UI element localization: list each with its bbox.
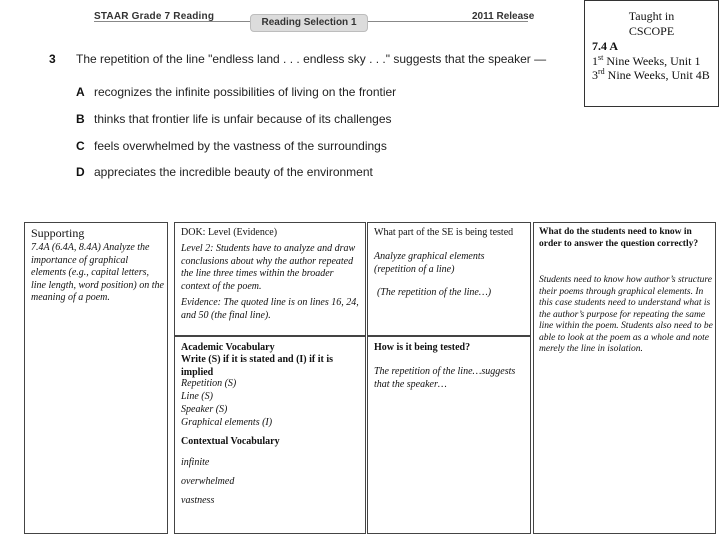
contextual-vocab-item: vastness (181, 495, 215, 506)
dok-level: Level 2: Students have to analyze and draw conclusions about why the author repeated the line three times within the broader context of the poem. (181, 243, 356, 292)
option-b-text: thinks that frontier life is unfair because of its challenges (94, 112, 392, 126)
contextual-vocab-item: overwhelmed (181, 476, 235, 487)
how-tested-title: How is it being tested? (374, 342, 471, 353)
dok-box (174, 222, 366, 336)
vocabulary-box (174, 336, 366, 534)
taught-line1: Taught in (628, 9, 675, 23)
vocab-item: Repetition (S) (181, 378, 237, 389)
need-to-know-title: What do the students need to know in order to answer the question correctly? (539, 227, 699, 249)
option-c-letter: C (76, 139, 85, 153)
se-part-answer: Analyze graphical elements (repetition of a line) (374, 251, 485, 275)
taught-code: 7.4 A (592, 39, 619, 53)
vocab-item: Line (S) (181, 391, 213, 402)
option-d-text: appreciates the incredible beauty of the environment (94, 165, 373, 179)
option-c-text: feels overwhelmed by the vastness of the surroundings (94, 139, 387, 153)
need-to-know-box (533, 222, 716, 534)
supporting-standard: 7.4A (6.4A, 8.4A) Analyze the importance of graphical elements (e.g., capital letters, line length, word position) on the meaning of a poem. (31, 242, 164, 303)
se-part-title: What part of the SE is being tested (374, 227, 514, 238)
dok-title: DOK: Level (Evidence) (181, 227, 278, 238)
option-a-letter: A (76, 85, 85, 99)
se-part-box (367, 222, 531, 336)
se-part-note: (The repetition of the line…) (377, 287, 492, 298)
supporting-title: Supporting (31, 226, 85, 240)
question-number: 3 (49, 52, 56, 66)
taught-in-box (584, 0, 719, 107)
vocab-item: Speaker (S) (181, 404, 228, 415)
vocab-item: Graphical elements (I) (181, 417, 273, 428)
option-b-letter: B (76, 112, 85, 126)
taught-unit-1: 1st Nine Weeks, Unit 1 (592, 53, 701, 68)
academic-vocab-title: Academic Vocabulary (181, 342, 275, 353)
header-test-name: STAAR Grade 7 Reading (94, 11, 215, 22)
option-d-letter: D (76, 165, 85, 179)
contextual-vocab-item: infinite (181, 457, 210, 468)
taught-line2: CSCOPE (628, 24, 675, 38)
header-release: 2011 Release (472, 11, 535, 22)
how-tested-answer: The repetition of the line…suggests that the speaker… (374, 366, 516, 390)
header-selection-label: Reading Selection 1 (250, 14, 368, 32)
how-tested-box (367, 336, 531, 534)
option-a-text: recognizes the infinite possibilities of living on the frontier (94, 85, 397, 99)
taught-unit-2: 3rd Nine Weeks, Unit 4B (592, 67, 710, 82)
contextual-vocab-title: Contextual Vocabulary (181, 436, 280, 447)
academic-vocab-instruction: Write (S) if it is stated and (I) if it is implied (181, 354, 334, 378)
need-to-know-answer: Students need to know how author’s structure their poems through graphical elements. In this case students need to understand what is the author’s purpose for repeating the same line within the poem. Students also need to be able to look at the poem as a whole and note merely the line in isolation. (539, 275, 713, 354)
question-stem: The repetition of the line "endless land . . . endless sky . . ." suggests that the speaker — (76, 52, 547, 66)
dok-evidence: Evidence: The quoted line is on lines 16, 24, and 50 (the final line). (181, 297, 359, 321)
supporting-box (24, 222, 168, 534)
